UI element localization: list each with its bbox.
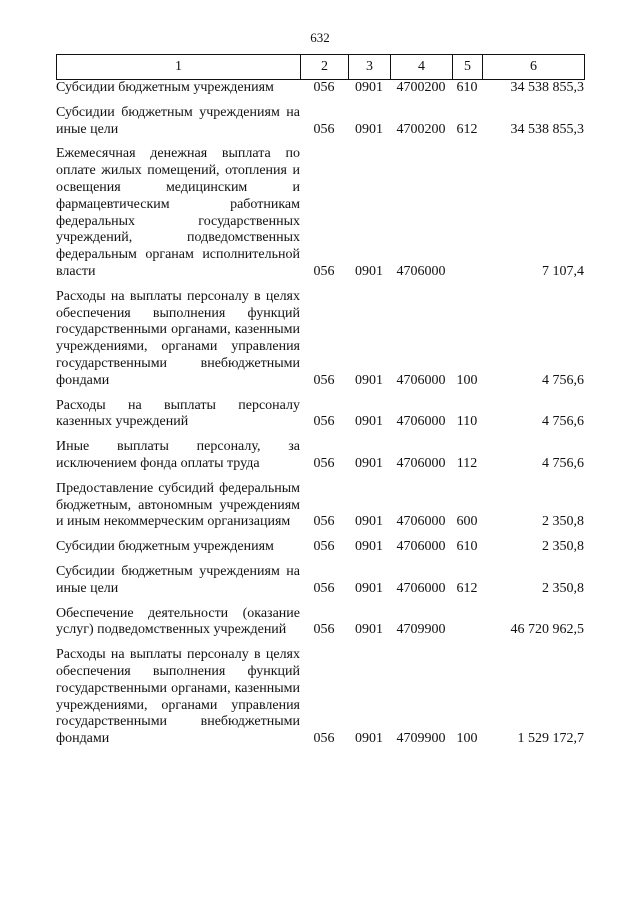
row-code-ministry: 056 — [313, 121, 335, 137]
row-amount: 2 350,8 — [542, 514, 584, 530]
row-code-section: 0901 — [355, 80, 383, 95]
table-row — [56, 606, 584, 640]
row-code-ministry: 056 — [313, 372, 335, 388]
header-col-1: 1 — [57, 55, 301, 80]
header-col-6: 6 — [483, 55, 585, 80]
table-row — [56, 647, 584, 748]
table-row — [56, 289, 584, 390]
table-body — [56, 80, 584, 756]
row-amount: 7 107,4 — [542, 263, 584, 279]
row-code-expense: 610 — [456, 80, 478, 95]
row-code-target: 4706000 — [396, 414, 446, 430]
row-description: Субсидии бюджетным учреждениям на иные цели — [56, 104, 300, 137]
row-code-target: 4706000 — [396, 580, 446, 596]
row-description: Обеспечение деятельности (оказание услуг) подведомственных учреждений — [56, 605, 300, 638]
row-code-expense: 610 — [456, 539, 478, 555]
row-description: Иные выплаты персоналу, за исключением фонда оплаты труда — [56, 439, 300, 471]
row-code-expense: 100 — [456, 372, 478, 388]
row-code-ministry: 056 — [313, 414, 335, 430]
row-code-target: 4706000 — [396, 539, 446, 555]
row-code-section: 0901 — [355, 263, 383, 279]
row-code-expense: 100 — [456, 731, 478, 747]
header-col-2: 2 — [301, 55, 349, 80]
row-description: Субсидии бюджетным учреждениям на иные цели — [56, 563, 300, 596]
table-row — [56, 80, 584, 97]
row-code-section: 0901 — [355, 455, 383, 471]
row-code-ministry: 056 — [313, 731, 335, 747]
table-row — [56, 146, 584, 280]
row-code-target: 4706000 — [396, 263, 446, 279]
row-code-expense: 112 — [456, 455, 478, 471]
row-description: Предоставление субсидий федеральным бюджетным, автономным учреждениям и иным некоммерческим организациям — [56, 480, 300, 530]
table-row — [56, 105, 584, 139]
header-col-4: 4 — [391, 55, 453, 80]
table-row — [56, 539, 584, 556]
row-code-section: 0901 — [355, 372, 383, 388]
row-amount: 4 756,6 — [542, 372, 584, 388]
header-col-3: 3 — [349, 55, 391, 80]
row-description: Расходы на выплаты персоналу в целях обеспечения выполнения функций государственными органами, казенными учреждениями, органами управления государственными внебюджетными фондами — [56, 647, 300, 747]
row-code-ministry: 056 — [313, 80, 335, 95]
table-header — [56, 54, 585, 80]
row-code-section: 0901 — [355, 121, 383, 137]
row-description: Расходы на выплаты персоналу казенных учреждений — [56, 397, 300, 430]
row-code-target: 4706000 — [396, 514, 446, 530]
row-code-target: 4706000 — [396, 372, 446, 388]
row-code-section: 0901 — [355, 622, 383, 638]
row-code-ministry: 056 — [313, 455, 335, 471]
row-code-section: 0901 — [355, 414, 383, 430]
row-code-target: 4700200 — [396, 80, 446, 95]
row-code-ministry: 056 — [313, 580, 335, 596]
row-code-ministry: 056 — [313, 539, 335, 555]
row-description: Субсидии бюджетным учреждениям — [56, 80, 274, 95]
row-code-ministry: 056 — [313, 514, 335, 530]
row-amount: 2 350,8 — [542, 539, 584, 555]
row-code-target: 4700200 — [396, 121, 446, 137]
row-description: Ежемесячная денежная выплата по оплате жилых помещений, отопления и освещения медицинским и фармацевтическим работникам федеральных государственных учреждений, подведомственных федеральным органам исполнительной власти — [56, 146, 300, 279]
row-amount: 4 756,6 — [542, 414, 584, 430]
row-code-section: 0901 — [355, 539, 383, 555]
row-code-expense: 612 — [456, 580, 478, 596]
row-code-ministry: 056 — [313, 622, 335, 638]
header-col-5: 5 — [453, 55, 483, 80]
row-amount: 1 529 172,7 — [517, 731, 584, 747]
table-row — [56, 481, 584, 531]
row-amount: 34 538 855,3 — [510, 80, 584, 95]
table-row — [56, 564, 584, 598]
row-code-section: 0901 — [355, 731, 383, 747]
row-code-section: 0901 — [355, 514, 383, 530]
row-code-expense: 600 — [456, 514, 478, 530]
page-number: 632 — [310, 30, 330, 45]
row-code-section: 0901 — [355, 580, 383, 596]
table-row — [56, 398, 584, 432]
row-amount: 34 538 855,3 — [510, 121, 584, 137]
row-description: Расходы на выплаты персоналу в целях обеспечения выполнения функций государственными органами, казенными учреждениями, органами управления государственными внебюджетными фондами — [56, 288, 300, 388]
row-amount: 4 756,6 — [542, 455, 584, 471]
row-code-target: 4706000 — [396, 455, 446, 471]
row-code-ministry: 056 — [313, 263, 335, 279]
row-description: Субсидии бюджетным учреждениям — [56, 539, 274, 555]
table-row — [56, 439, 584, 473]
row-code-target: 4709900 — [396, 622, 446, 638]
row-code-expense: 612 — [456, 121, 478, 137]
row-amount: 2 350,8 — [542, 580, 584, 596]
row-code-target: 4709900 — [396, 731, 446, 747]
row-code-expense: 110 — [456, 414, 478, 430]
row-amount: 46 720 962,5 — [510, 622, 584, 638]
